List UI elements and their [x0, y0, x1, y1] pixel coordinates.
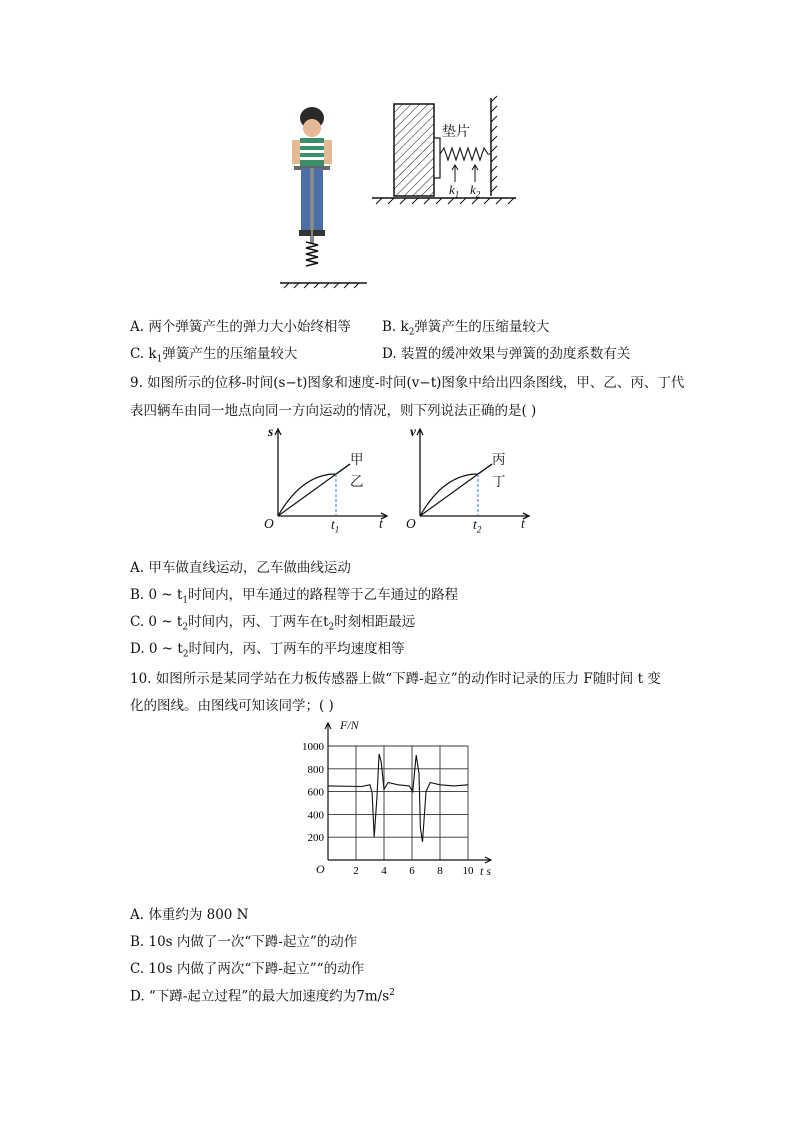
- q9-option-a: A. 甲车做直线运动，乙车做曲线运动: [130, 560, 351, 576]
- origin-label: O: [316, 862, 325, 876]
- x-tick-label: 8: [437, 865, 443, 877]
- t1-tick-label: $t_1$: [331, 517, 340, 535]
- y-tick-label: 600: [307, 786, 324, 799]
- force-series-line: [328, 754, 468, 842]
- origin-label: O: [264, 516, 274, 531]
- pogo-kid-photo: [272, 100, 372, 292]
- t2-tick-label: $t_2$: [473, 517, 482, 535]
- t-axis-label: t: [379, 516, 383, 531]
- q10-option-b: B. 10s 内做了一次“下蹲-起立”的动作: [130, 934, 358, 950]
- q10-stem-line1: 10. 如图所示是某同学站在力板传感器上做“下蹲-起立”的动作时记录的压力 F随时间 t 变: [130, 671, 661, 687]
- q9-stem-line1: 9. 如图所示的位移-时间(s−t)图象和速度-时间(v−t)图象中给出四条图线，甲、乙、丙、丁代: [130, 375, 685, 391]
- x-tick-label: 10: [462, 865, 474, 877]
- q10-stem-line2: 化的图线。由图线可知该同学；( ): [130, 698, 334, 714]
- t-axis-label: t: [521, 516, 525, 531]
- y-tick-label: 400: [307, 809, 324, 822]
- bing-label: 丙: [492, 452, 506, 468]
- force-time-chart: [292, 718, 502, 883]
- x-tick-label: 6: [409, 865, 415, 877]
- k2-label: $k_2$: [470, 182, 481, 200]
- k1-label: $k_1$: [449, 182, 460, 200]
- s-t-graph: [262, 424, 392, 534]
- q9-option-d: D. 0 ~ $t_2$时间内，丙、丁两车的平均速度相等: [130, 641, 405, 660]
- x-tick-label: 4: [381, 865, 387, 877]
- y-tick-label: 1000: [302, 741, 324, 753]
- jia-label: 甲: [350, 452, 364, 468]
- q8-option-a: A. 两个弹簧产生的弹力大小始终相等: [130, 319, 351, 335]
- q9-stem-line2: 表四辆车由同一地点向同一方向运动的情况，则下列说法正确的是( ): [130, 403, 537, 419]
- f-axis-label: F/N: [340, 718, 359, 732]
- v-t-graph: [404, 424, 534, 534]
- yi-label: 乙: [350, 474, 364, 490]
- spring-buffer-diagram: [370, 94, 520, 214]
- q10-option-c: C. 10s 内做了两次“下蹲-起立”“的动作: [130, 961, 365, 977]
- y-tick-label: 200: [307, 832, 324, 845]
- q8-option-c: C. $k_1$弹簧产生的压缩量较大: [130, 346, 298, 365]
- x-tick-label: 2: [353, 865, 359, 877]
- y-tick-label: 800: [307, 763, 324, 776]
- t-axis-label: t s: [480, 864, 492, 878]
- q9-option-c: C. 0 ~ $t_2$时间内，丙、丁两车在$t_2$时刻相距最远: [130, 614, 416, 633]
- q8-option-b: B. $k_2$弹簧产生的压缩量较大: [382, 319, 550, 338]
- q9-option-b: B. 0 ~ $t_1$时间内，甲车通过的路程等于乙车通过的路程: [130, 587, 459, 606]
- q10-option-d: D. “下蹲-起立过程”的最大加速度约为$7m/s^2$: [130, 988, 395, 1005]
- origin-label: O: [406, 516, 416, 531]
- q10-option-a: A. 体重约为 800 N: [130, 907, 249, 923]
- ding-label: 丁: [492, 474, 506, 490]
- pad-label: 垫片: [442, 124, 470, 140]
- s-axis-label: s: [268, 424, 274, 439]
- v-axis-label: v: [410, 424, 416, 439]
- q8-option-d: D. 装置的缓冲效果与弹簧的劲度系数有关: [382, 346, 631, 362]
